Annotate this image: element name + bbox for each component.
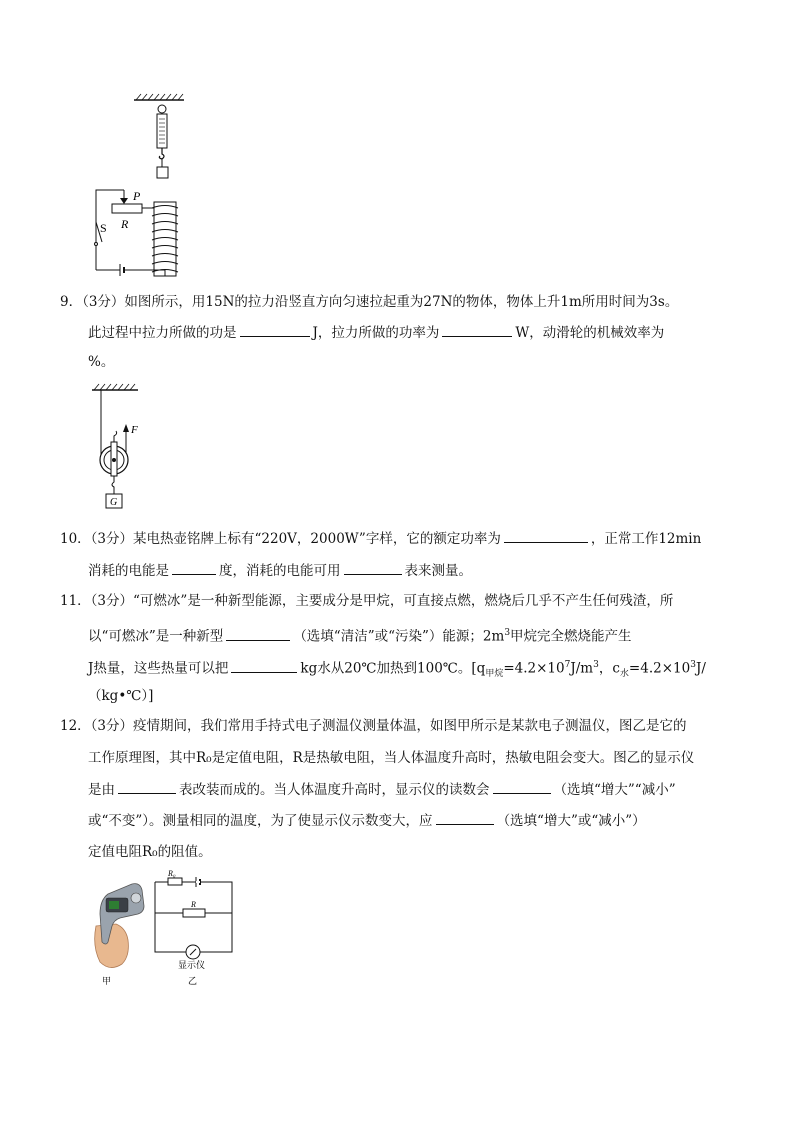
q11-blank-type[interactable] — [226, 626, 290, 641]
q9-line2 — [88, 322, 664, 343]
q11-sub-a: 甲烷 — [485, 669, 504, 680]
q9-line1: 9．（3分）如图所示，用15N的拉力沿竖直方向匀速拉起重为27N的物体，物体上升1m所用时间为3s。 — [60, 294, 679, 310]
q12-line3 — [88, 779, 676, 800]
q9-text-a: 此过程中拉力所做的功是 — [88, 325, 237, 341]
label-display: 显示仪 — [178, 961, 206, 971]
q12-text-c: （选填“增大”“减小” — [553, 782, 676, 798]
thermometer-figure — [86, 866, 236, 991]
q10-text-c: 消耗的电能是 — [88, 563, 169, 579]
q9-text-c: W，动滑轮的机械效率为 — [515, 325, 665, 341]
q10-text-b: ，正常工作12min — [590, 531, 702, 547]
label-P: P — [133, 189, 141, 203]
label-yi: 乙 — [188, 977, 198, 987]
q12-blank-resistance[interactable] — [436, 810, 494, 825]
q12-line4 — [88, 810, 646, 831]
q12-line5: 定值电阻R₀的阻值。 — [88, 844, 212, 860]
q10-blank-power[interactable] — [504, 528, 588, 543]
q11-text-j: J/ — [695, 660, 706, 677]
q10-blank-energy[interactable] — [172, 560, 216, 575]
q11-text-d: J热量，这些热量可以把 — [88, 660, 229, 677]
q9-line3: %。 — [88, 354, 115, 370]
q11-line1: 11．（3分）“可燃冰”是一种新型能源，主要成分是甲烷，可直接点燃，燃烧后几乎不产生任何残渣，所 — [60, 593, 674, 609]
q11-text-c: 甲烷完全燃烧能产生 — [510, 628, 632, 645]
q12-text-d: 或“不变”）。测量相同的温度，为了使显示仪示数变大，应 — [88, 813, 433, 829]
q10-line2 — [88, 560, 472, 581]
q11-line4: （kg•℃）] — [88, 688, 154, 704]
q11-text-h: ，c — [598, 660, 620, 677]
q12-text-e: （选填“增大”或“减小”） — [496, 813, 646, 829]
q10-text-e: 表来测量。 — [404, 563, 472, 579]
q11-blank-mass[interactable] — [231, 658, 297, 673]
q12-text-a: 是由 — [88, 782, 115, 798]
q11-text-f: =4.2×10 — [503, 660, 565, 677]
q11-text-a: 以“可燃冰”是一种新型 — [88, 628, 224, 645]
q12-text-b: 表改装而成的。当人体温度升高时，显示仪的读数会 — [179, 782, 490, 798]
q12-line2: 工作原理图，其中R₀是定值电阻，R是热敏电阻，当人体温度升高时，热敏电阻会变大。图乙的显示仪 — [88, 750, 695, 766]
q11-line3 — [88, 655, 706, 684]
spring-scale-circuit-figure — [86, 92, 196, 280]
q11-text-g: J/m — [570, 660, 594, 677]
q11-sup-b: 7 — [564, 660, 571, 670]
q10-line1 — [60, 528, 701, 549]
hand-icon — [95, 924, 129, 968]
q10-blank-meter[interactable] — [344, 560, 402, 575]
label-F: F — [131, 424, 138, 436]
q11-sup-d: 3 — [690, 660, 696, 670]
q9-blank-work[interactable] — [240, 322, 310, 337]
label-R: R — [121, 217, 129, 231]
label-jia: 甲 — [102, 977, 112, 987]
q11-sup-a: 3 — [504, 628, 511, 638]
q11-sub-b: 水 — [619, 669, 629, 680]
q11-line2 — [88, 623, 632, 647]
q10-text-a: 10．（3分）某电热壶铭牌上标有“220V，2000W”字样，它的额定功率为 — [60, 531, 501, 547]
q12-blank-reading[interactable] — [493, 779, 551, 794]
label-S: S — [100, 221, 107, 235]
q11-sup-c: 3 — [593, 660, 599, 670]
q11-text-b: （选填“清洁”或“污染”）能源；2m — [293, 628, 505, 645]
label-R-fig: R — [191, 900, 196, 909]
q11-text-e: kg水从20℃加热到100℃。[q — [300, 660, 486, 677]
q12-line1: 12．（3分）疫情期间，我们常用手持式电子测温仪测量体温，如图甲所示是某款电子测温仪，图乙是它的 — [60, 718, 687, 734]
q9-text-b: J，拉力所做的功率为 — [312, 325, 440, 341]
label-R0: R₀ — [168, 869, 176, 878]
q9-blank-power[interactable] — [442, 322, 512, 337]
label-G: G — [110, 497, 118, 508]
pulley-figure — [88, 382, 158, 517]
q11-text-i: =4.2×10 — [628, 660, 691, 677]
q10-text-d: 度，消耗的电能可用 — [219, 563, 341, 579]
q12-blank-meter[interactable] — [118, 779, 176, 794]
